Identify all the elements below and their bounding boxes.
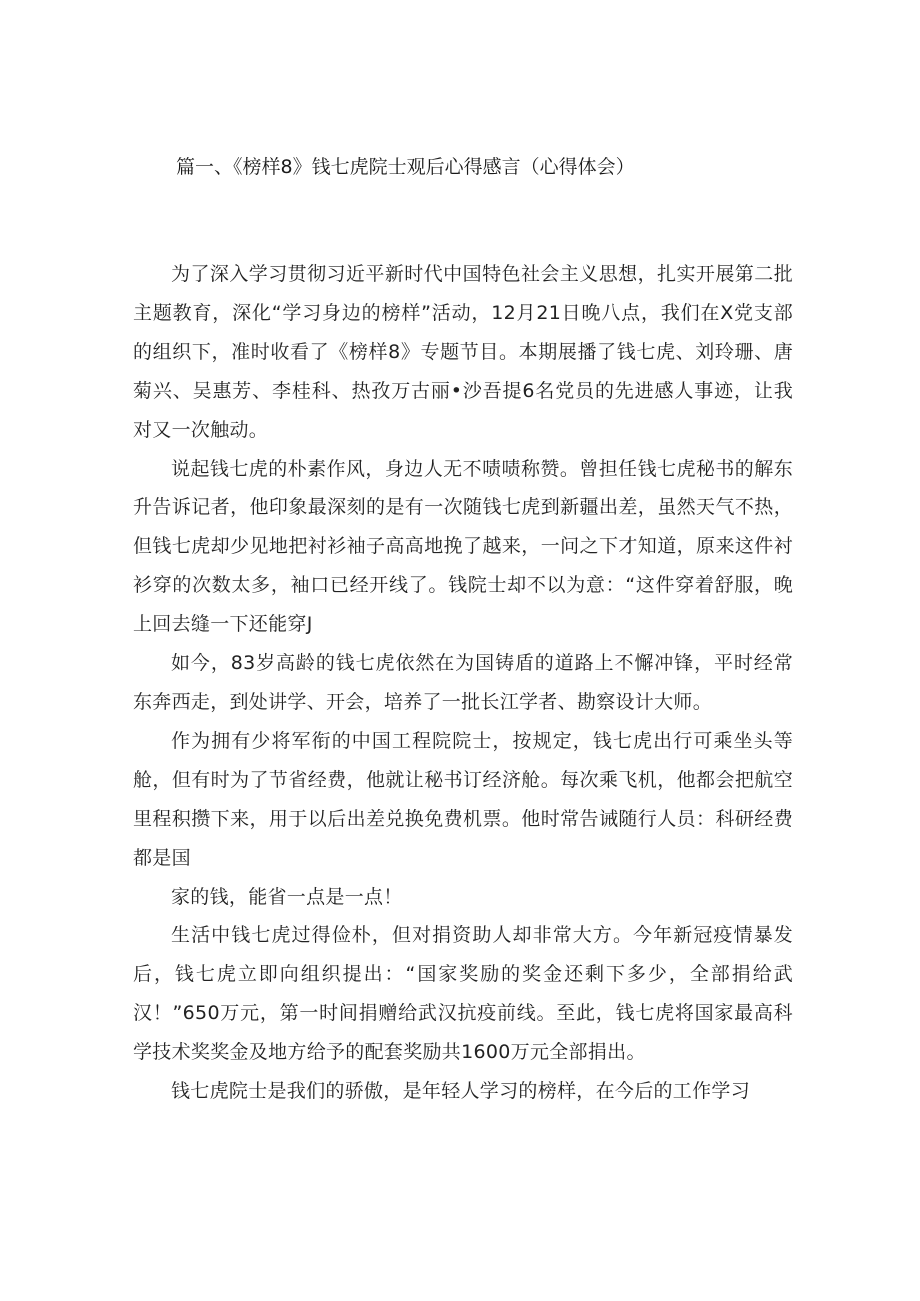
paragraph-7: 钱七虎院士是我们的骄傲，是年轻人学习的榜样，在今后的工作学习 (171, 1080, 751, 1103)
document-title: 篇一、《榜样8》钱七虎院士观后心得感言（心得体会） (176, 156, 635, 178)
document-body (133, 255, 793, 1111)
paragraph-5: 家的钱，能省一点是一点！ (171, 885, 403, 908)
paragraph-1: 为了深入学习贯彻习近平新时代中国特色社会主义思想，扎实开展第二批主题教育，深化“学习身边的榜样”活动，12月21日晚八点，我们在X党支部的组织下，准时收看了《榜样8》专题节目。本期展播了钱七虎、刘玲珊、唐菊兴、吴惠芳、李桂科、热孜万古丽•沙吾提6名党员的先进感人事迹，让我对又一次触动。 (133, 263, 793, 441)
paragraph-4: 作为拥有少将军衔的中国工程院院士，按规定，钱七虎出行可乘坐头等舱，但有时为了节省经费，他就让秘书订经济舱。每次乘飞机，他都会把航空里程积攒下来，用于以后出差兑换免费机票。他时常告诫随行人员：科研经费都是国 (133, 729, 793, 869)
paragraph-6: 生活中钱七虎过得俭朴，但对捐资助人却非常大方。今年新冠疫情暴发后，钱七虎立即向组织提出：“国家奖励的奖金还剩下多少，全部捐给武汉！”650万元，第一时间捐赠给武汉抗疫前线。至此，钱七虎将国家最高科学技术奖奖金及地方给予的配套奖励共1600万元全部捐出。 (133, 924, 793, 1064)
paragraph-2: 说起钱七虎的朴素作风，身边人无不啧啧称赞。曾担任钱七虎秘书的解东升告诉记者，他印象最深刻的是有一次随钱七虎到新疆出差，虽然天气不热，但钱七虎却少见地把衬衫袖子高高地挽了越来，一问之下才知道，原来这件衬衫穿的次数太多，袖口已经开线了。钱院士却不以为意：“这件穿着舒服，晚上回去缝一下还能穿J (133, 457, 793, 636)
paragraph-3: 如今，83岁高龄的钱七虎依然在为国铸盾的道路上不懈冲锋，平时经常东奔西走，到处讲学、开会，培养了一批长江学者、勘察设计大师。 (133, 652, 793, 713)
